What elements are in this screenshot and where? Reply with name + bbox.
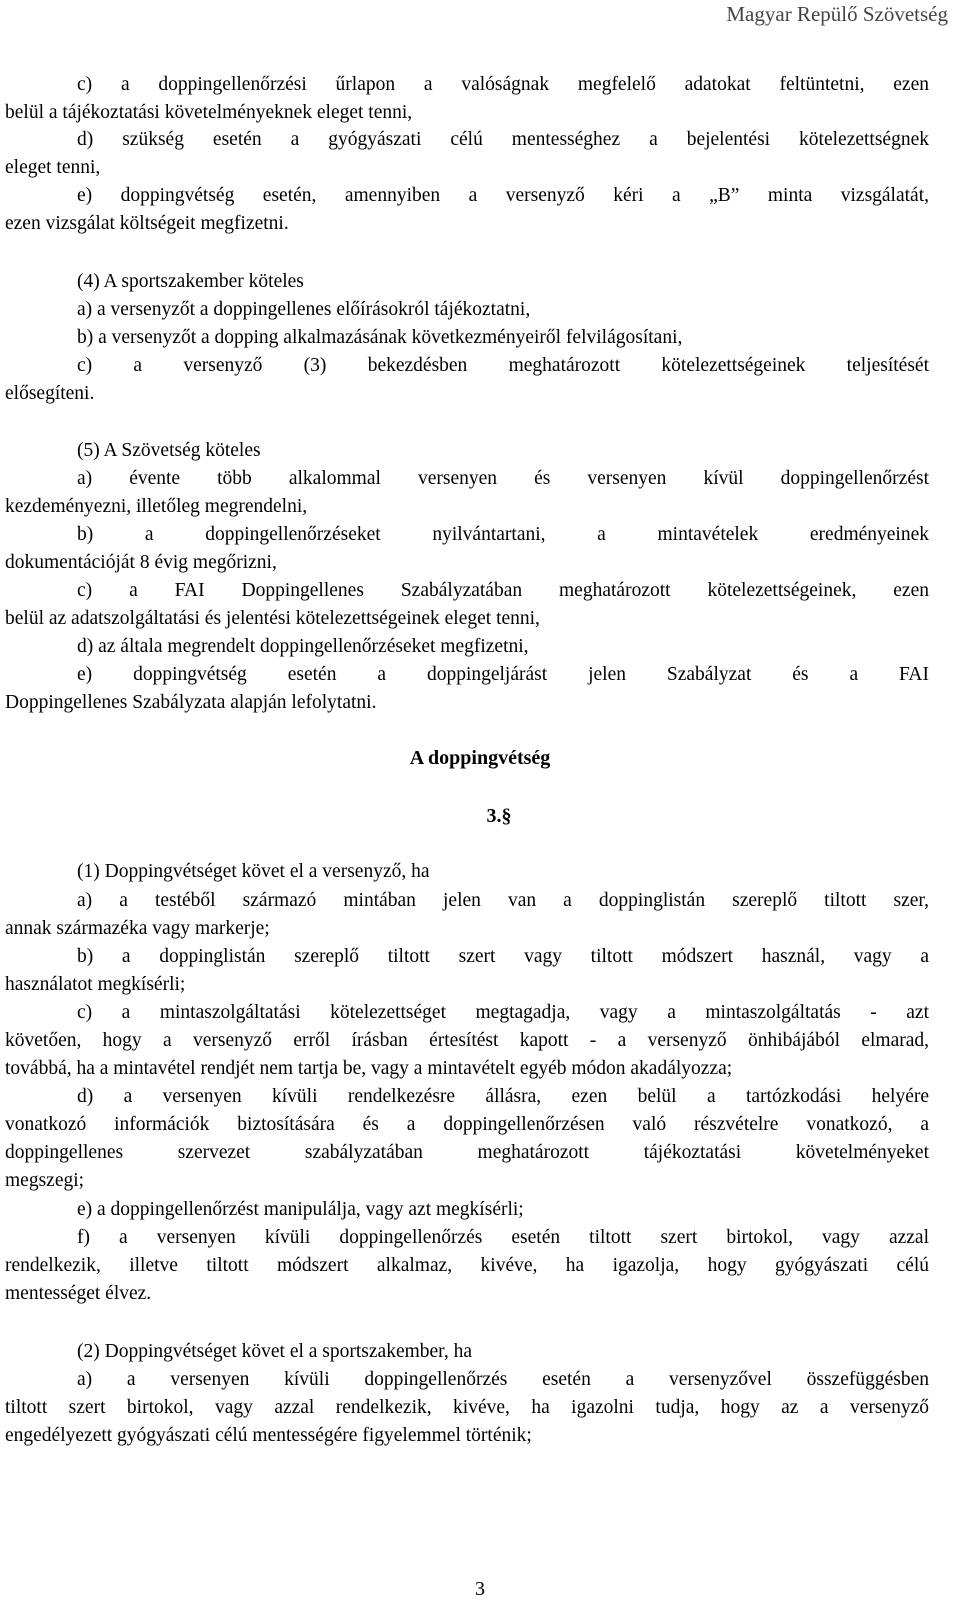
- text-line: a) évente több alkalommal versenyen és versenyen kívül doppingellenőrzést: [77, 468, 929, 489]
- text-line: megszegi;: [5, 1170, 85, 1191]
- text-line: belül az adatszolgáltatási és jelentési kötelezettségeinek eleget tenni,: [5, 608, 540, 629]
- text-line: (5) A Szövetség köteles: [77, 440, 261, 461]
- text-line: (1) Doppingvétséget követ el a versenyző, ha: [77, 861, 430, 882]
- text-line: d) az általa megrendelt doppingellenőrzéseket megfizetni,: [77, 636, 529, 657]
- section-number: 3.§: [486, 805, 512, 827]
- text-line: ezen vizsgálat költségeit megfizetni.: [5, 213, 289, 234]
- text-line: követően, hogy a versenyző erről írásban értesítést kapott - a versenyző önhibájából elmarad,: [5, 1030, 929, 1051]
- text-line: vonatkozó információk biztosítására és a doppingellenőrzésen való részvételre vonatkozó, a: [5, 1114, 929, 1135]
- text-line: f) a versenyen kívüli doppingellenőrzés esetén tiltott szert birtokol, vagy azzal: [77, 1227, 929, 1248]
- text-line: e) doppingvétség esetén, amennyiben a versenyző kéri a „B” minta vizsgálatát,: [77, 185, 929, 206]
- text-line: a) a versenyzőt a doppingellenes előírásokról tájékoztatni,: [77, 299, 531, 320]
- text-line: engedélyezett gyógyászati célú mentességére figyelemmel történik;: [5, 1425, 532, 1446]
- text-line: c) a doppingellenőrzési űrlapon a valóságnak megfelelő adatokat feltüntetni, ezen: [77, 74, 929, 95]
- text-line: c) a mintaszolgáltatási kötelezettséget megtagadja, vagy a mintaszolgáltatás - azt: [77, 1002, 929, 1023]
- text-line: doppingellenes szervezet szabályzatában meghatározott tájékoztatási követelményeket: [5, 1142, 929, 1163]
- section-title: A doppingvétség: [409, 747, 551, 769]
- text-line: mentességet élvez.: [5, 1283, 152, 1304]
- text-line: annak származéka vagy markerje;: [5, 918, 270, 939]
- text-line: kezdeményezni, illetőleg megrendelni,: [5, 496, 308, 517]
- text-line: a) a versenyen kívüli doppingellenőrzés esetén a versenyzővel összefüggésben: [77, 1369, 929, 1390]
- text-line: c) a versenyző (3) bekezdésben meghatározott kötelezettségeinek teljesítését: [77, 355, 929, 376]
- text-line: eleget tenni,: [5, 157, 101, 178]
- text-line: a) a testéből származó mintában jelen van a doppinglistán szereplő tiltott szer,: [77, 890, 929, 911]
- text-line: rendelkezik, illetve tiltott módszert alkalmaz, kivéve, ha igazolja, hogy gyógyászati célú: [5, 1255, 929, 1276]
- text-line: e) doppingvétség esetén a doppingeljárást jelen Szabályzat és a FAI: [77, 664, 929, 685]
- page-number: 3: [475, 1578, 485, 1600]
- text-line: c) a FAI Doppingellenes Szabályzatában meghatározott kötelezettségeinek, ezen: [77, 580, 929, 601]
- text-line: b) a doppinglistán szereplő tiltott szert vagy tiltott módszert használ, vagy a: [77, 946, 929, 967]
- text-line: d) szükség esetén a gyógyászati célú mentességhez a bejelentési kötelezettségnek: [77, 129, 929, 150]
- text-line: Doppingellenes Szabályzata alapján lefolytatni.: [5, 692, 377, 713]
- text-line: e) a doppingellenőrzést manipulálja, vagy azt megkísérli;: [77, 1199, 524, 1220]
- text-line: (2) Doppingvétséget követ el a sportszakember, ha: [77, 1341, 473, 1362]
- text-line: (4) A sportszakember köteles: [77, 271, 304, 292]
- text-line: használatot megkísérli;: [5, 974, 186, 995]
- text-line: tiltott szert birtokol, vagy azzal rendelkezik, kivéve, ha igazolni tudja, hogy az a versenyző: [5, 1397, 929, 1418]
- text-line: belül a tájékoztatási követelményeknek eleget tenni,: [5, 102, 413, 123]
- page-header: Magyar Repülő Szövetség: [726, 2, 948, 26]
- text-line: továbbá, ha a mintavétel rendjét nem tartja be, vagy a mintavételt egyéb módon akadályozza;: [5, 1058, 733, 1079]
- text-line: dokumentációját 8 évig megőrizni,: [5, 552, 277, 573]
- text-line: elősegíteni.: [5, 383, 95, 404]
- text-line: b) a doppingellenőrzéseket nyilvántartani, a mintavételek eredményeinek: [77, 524, 929, 545]
- text-line: b) a versenyzőt a dopping alkalmazásának következményeiről felvilágosítani,: [77, 327, 683, 348]
- text-line: d) a versenyen kívüli rendelkezésre állásra, ezen belül a tartózkodási helyére: [77, 1086, 929, 1107]
